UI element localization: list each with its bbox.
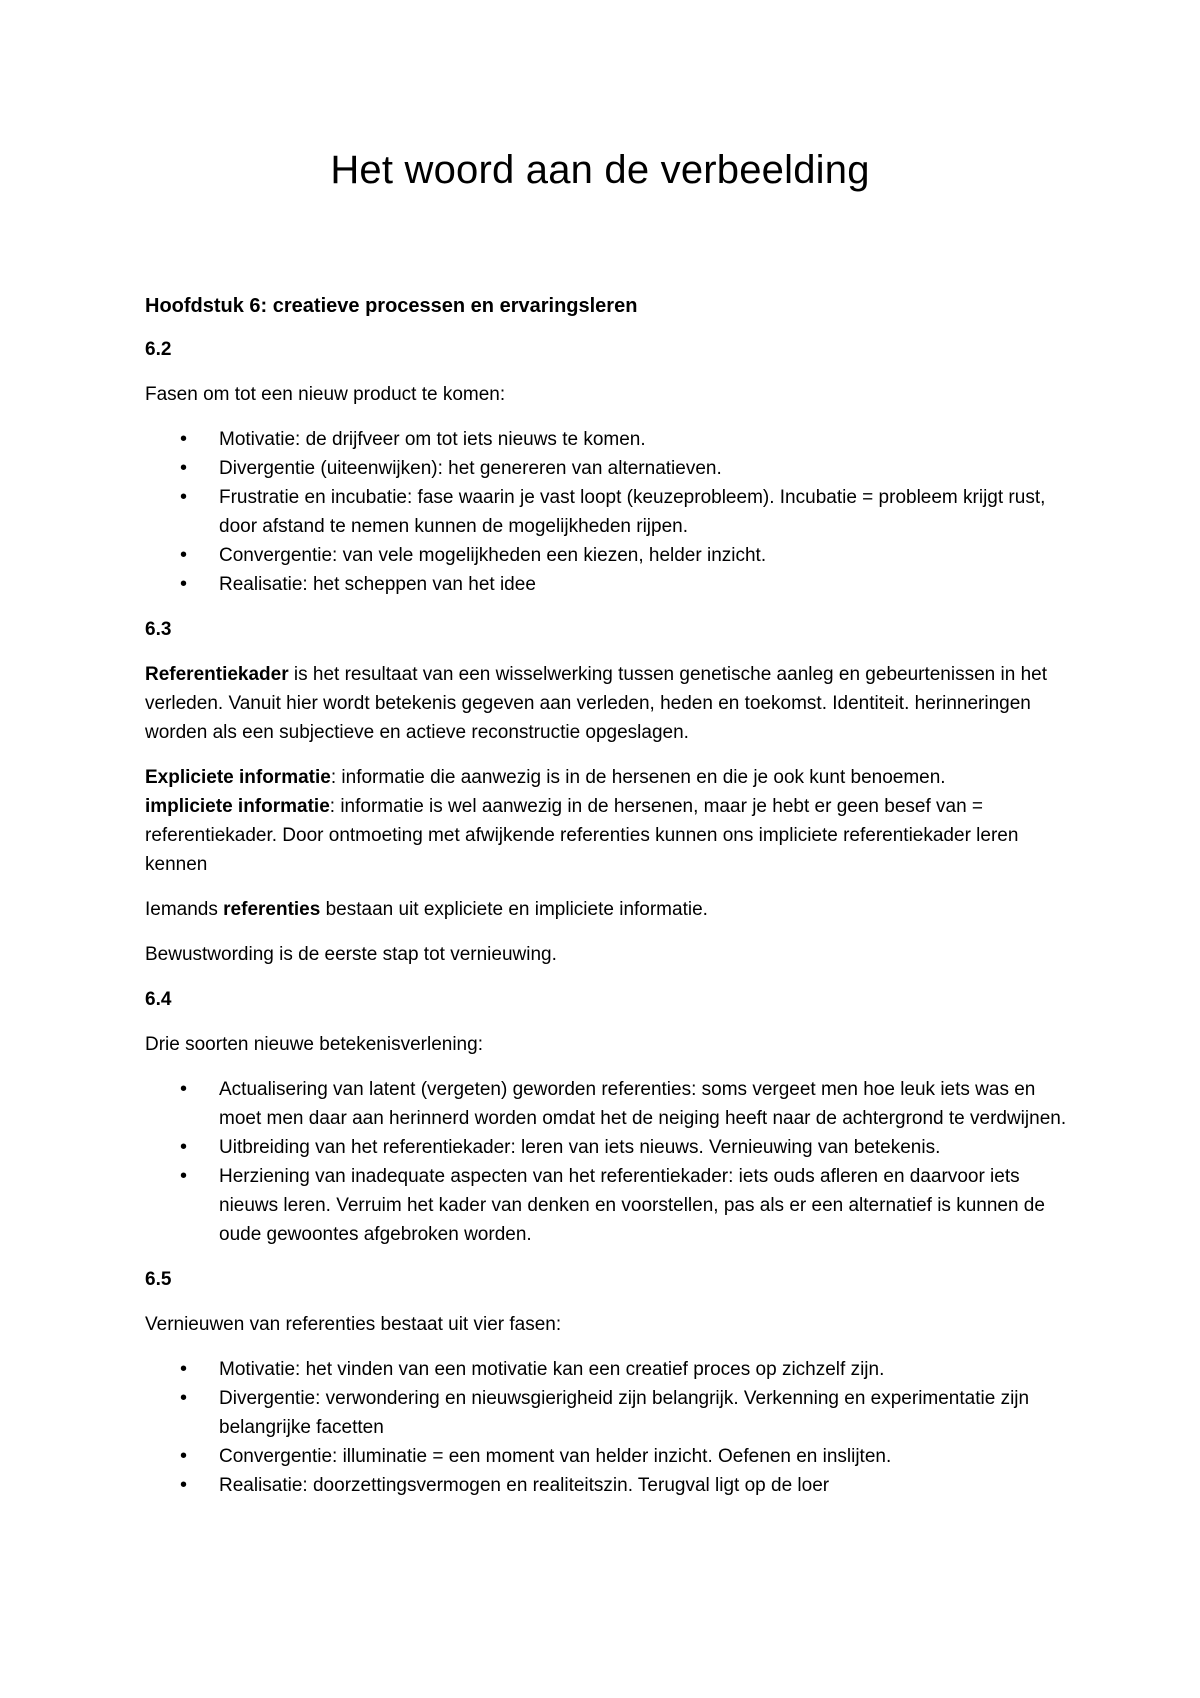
list-item: • Motivatie: de drijfveer om tot iets nieuws te komen. — [219, 425, 1075, 454]
term-impliciete-informatie: impliciete informatie — [145, 796, 330, 817]
list-item: • Motivatie: het vinden van een motivatie kan een creatief proces op zichzelf zijn. — [219, 1355, 1075, 1384]
paragraph-text: is het resultaat van een wisselwerking tussen genetische aanleg en gebeurtenissen in het verleden. Vanuit hier wordt betekenis gegeven aan verleden, heden en toekomst. Identiteit. herinneringen worden als een subjectieve en actieve reconstructie opgeslagen. — [145, 664, 1047, 743]
section-6-4-intro: Drie soorten nieuwe betekenisverlening: — [145, 1034, 483, 1055]
list-item: • Realisatie: het scheppen van het idee — [219, 570, 1075, 599]
list-item: • Herziening van inadequate aspecten van het referentiekader: iets ouds afleren en daarvoor iets nieuws leren. Verruim het kader van denken en voorstellen, pas als er een alternatief is kunnen de oude gewoontes afgebroken worden. — [219, 1162, 1075, 1249]
document-title: Het woord aan de verbeelding — [330, 148, 870, 192]
term-referentiekader: Referentiekader — [145, 664, 289, 685]
list-item: • Frustratie en incubatie: fase waarin je vast loopt (keuzeprobleem). Incubatie = probleem krijgt rust, door afstand te nemen kunnen de mogelijkheden rijpen. — [219, 483, 1075, 541]
term-referenties: referenties — [223, 899, 321, 920]
list-item: • Divergentie (uiteenwijken): het genereren van alternatieven. — [219, 454, 1075, 483]
document-body — [145, 292, 1075, 1516]
section-6-5-list — [145, 1355, 1075, 1500]
section-6-5-intro: Vernieuwen van referenties bestaat uit vier fasen: — [145, 1314, 562, 1335]
section-heading-6-2: 6.2 — [145, 339, 172, 360]
paragraph-text: Iemands — [145, 899, 224, 920]
section-6-2-list — [145, 425, 1075, 599]
section-heading-6-3: 6.3 — [145, 619, 172, 640]
list-item: • Divergentie: verwondering en nieuwsgierigheid zijn belangrijk. Verkenning en experimentatie zijn belangrijke facetten — [219, 1384, 1075, 1442]
section-6-3-paragraph-2 — [145, 763, 1075, 879]
section-heading-6-5: 6.5 — [145, 1269, 172, 1290]
chapter-heading: Hoofdstuk 6: creatieve processen en ervaringsleren — [145, 295, 638, 317]
list-item: • Convergentie: illuminatie = een moment van helder inzicht. Oefenen en inslijten. — [219, 1442, 1075, 1471]
list-item: • Uitbreiding van het referentiekader: leren van iets nieuws. Vernieuwing van betekenis. — [219, 1133, 1075, 1162]
paragraph-text: : informatie die aanwezig is in de hersenen en die je ook kunt benoemen. — [330, 767, 946, 788]
section-heading-6-4: 6.4 — [145, 989, 172, 1010]
section-6-3-paragraph-3 — [145, 895, 1075, 924]
section-6-4-list — [145, 1075, 1075, 1249]
paragraph-text: bestaan uit expliciete en impliciete informatie. — [320, 899, 708, 920]
paragraph-text: : informatie is wel aanwezig in de hersenen, maar je hebt er geen besef van = referentiekader. Door ontmoeting met afwijkende referenties kunnen ons impliciete referentiekader leren kennen — [145, 796, 1019, 875]
section-6-2-intro: Fasen om tot een nieuw product te komen: — [145, 384, 506, 405]
section-6-3-paragraph-1 — [145, 660, 1075, 747]
list-item: • Realisatie: doorzettingsvermogen en realiteitszin. Terugval ligt op de loer — [219, 1471, 1075, 1500]
term-expliciete-informatie: Expliciete informatie — [145, 767, 331, 788]
list-item: • Convergentie: van vele mogelijkheden een kiezen, helder inzicht. — [219, 541, 1075, 570]
list-item: • Actualisering van latent (vergeten) geworden referenties: soms vergeet men hoe leuk iets was en moet men daar aan herinnerd worden omdat het de neiging heeft naar de achtergrond te verdwijnen. — [219, 1075, 1075, 1133]
section-6-3-paragraph-4: Bewustwording is de eerste stap tot vernieuwing. — [145, 944, 557, 965]
